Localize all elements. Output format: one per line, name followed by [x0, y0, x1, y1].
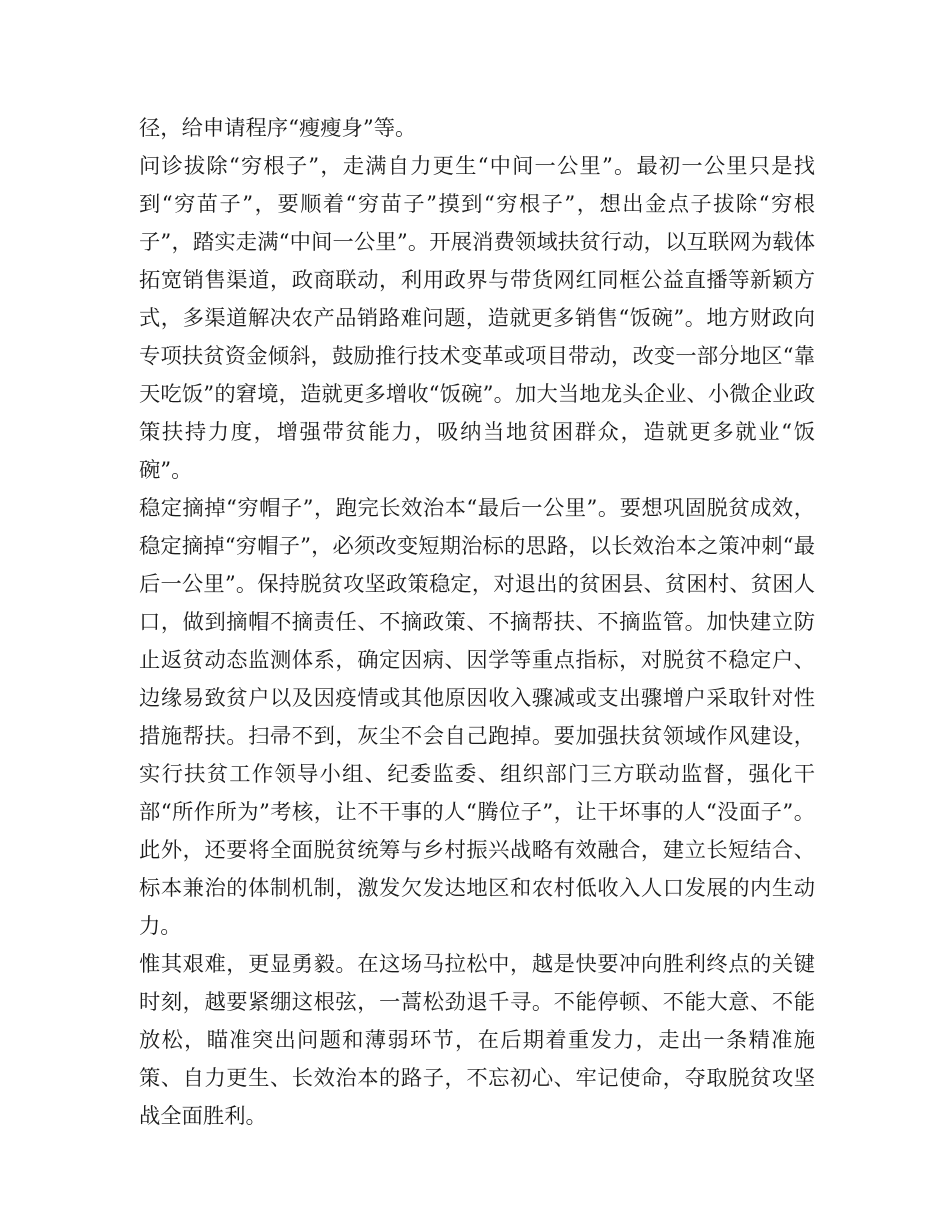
paragraph-continuation: 径，给申请程序“瘦瘦身”等。	[139, 116, 417, 141]
paragraph-poverty-hat: 稳定摘掉“穷帽子”，跑完长效治本“最后一公里”。要想巩固脱贫成效，稳定摘掉“穷帽子”，必须改变短期治标的思路，以长效治本之策冲刺“最后一公里”。保持脱贫攻坚政策稳定，对退出的贫困县、贫困村、贫困人口，做到摘帽不摘责任、不摘政策、不摘帮扶、不摘监管。加快建立防止返贫动态监测体系，确定因病、因学等重点指标，对脱贫不稳定户、边缘易致贫户以及因疫情或其他原因收入骤减或支出骤增户采取针对性措施帮扶。扫帚不到，灰尘不会自己跑掉。要加强扶贫领域作风建设，实行扶贫工作领导小组、纪委监委、组织部门三方联动监督，强化干部“所作所为”考核，让不干事的人“腾位子”，让干坏事的人“没面子”。此外，还要将全面脱贫统筹与乡村振兴战略有效融合，建立长短结合、标本兼治的体制机制，激发欠发达地区和农村低收入人口发展的内生动力。	[139, 496, 815, 939]
document-body	[139, 110, 815, 1136]
paragraph-conclusion: 惟其艰难，更显勇毅。在这场马拉松中，越是快要冲向胜利终点的关键时刻，越要紧绷这根弦，一蒿松劲退千寻。不能停顿、不能大意、不能放松，瞄准突出问题和薄弱环节，在后期着重发力，走出一条精准施策、自力更生、长效治本的路子，不忘初心、牢记使命，夺取脱贫攻坚战全面胜利。	[139, 952, 815, 1129]
paragraph-poverty-roots: 问诊拔除“穷根子”，走满自力更生“中间一公里”。最初一公里只是找到“穷苗子”，要顺着“穷苗子”摸到“穷根子”，想出金点子拔除“穷根子”，踏实走满“中间一公里”。开展消费领域扶贫行动，以互联网为载体拓宽销售渠道，政商联动，利用政界与带货网红同框公益直播等新颖方式，多渠道解决农产品销路难问题，造就更多销售“饭碗”。地方财政向专项扶贫资金倾斜，鼓励推行技术变革或项目带动，改变一部分地区“靠天吃饭”的窘境，造就更多增收“饭碗”。加大当地龙头企业、小微企业政策扶持力度，增强带贫能力，吸纳当地贫困群众，造就更多就业“饭碗”。	[139, 154, 815, 483]
